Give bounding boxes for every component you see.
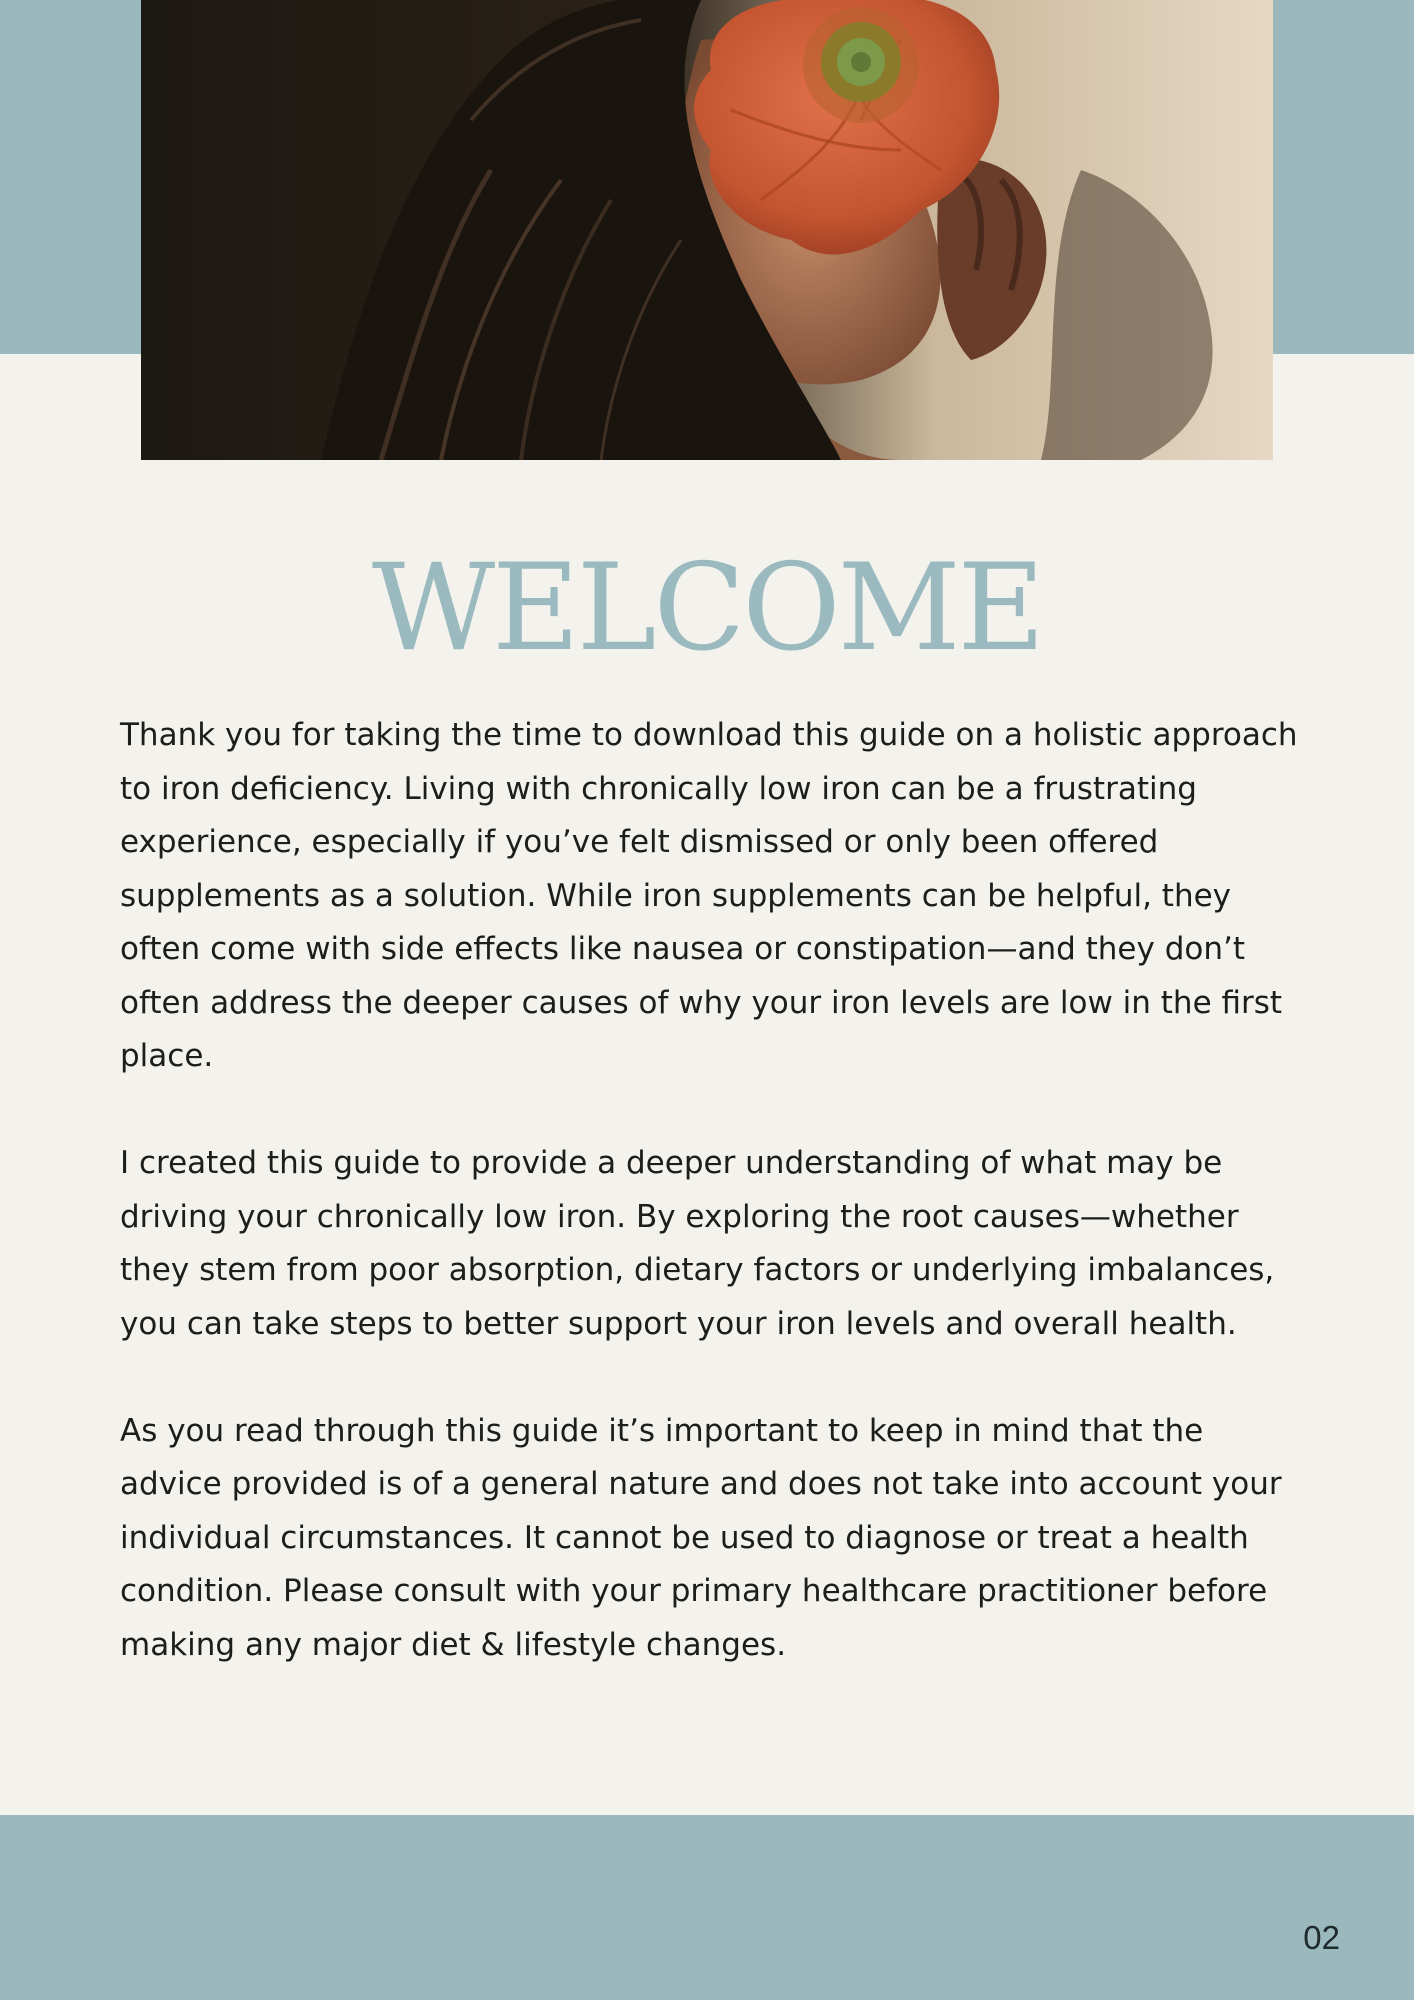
page-number: 02 bbox=[1303, 1919, 1340, 1956]
header-photo bbox=[141, 0, 1273, 460]
paragraph-purpose: I created this guide to provide a deeper understanding of what may be driving your chronically low iron. By exploring the root causes—whether they stem from poor absorption, dietary factors or underlying imbalances, you can take steps to better support your iron levels and overall health. bbox=[120, 1145, 1275, 1342]
paragraph-intro: Thank you for taking the time to download this guide on a holistic approach to iron deficiency. Living with chronically low iron can be a frustrating experience, especially if you’ve felt dismissed or only been offered supplements as a solution. While iron supplements can be helpful, they often come with side effects like nausea or constipation—and they don’t often address the deeper causes of why your iron levels are low in the first place. bbox=[120, 717, 1298, 1074]
paragraph-disclaimer: As you read through this guide it’s important to keep in mind that the advice provided is of a general nature and does not take into account your individual circumstances. It cannot be used to diagnose or treat a health condition. Please consult with your primary healthcare practitioner before making any major diet & lifestyle changes. bbox=[120, 1412, 1282, 1663]
welcome-body bbox=[120, 709, 1300, 1726]
bottom-color-band bbox=[0, 1815, 1414, 2000]
page-title: WELCOME bbox=[371, 539, 1043, 678]
poppy-flower-photo bbox=[141, 0, 1273, 460]
